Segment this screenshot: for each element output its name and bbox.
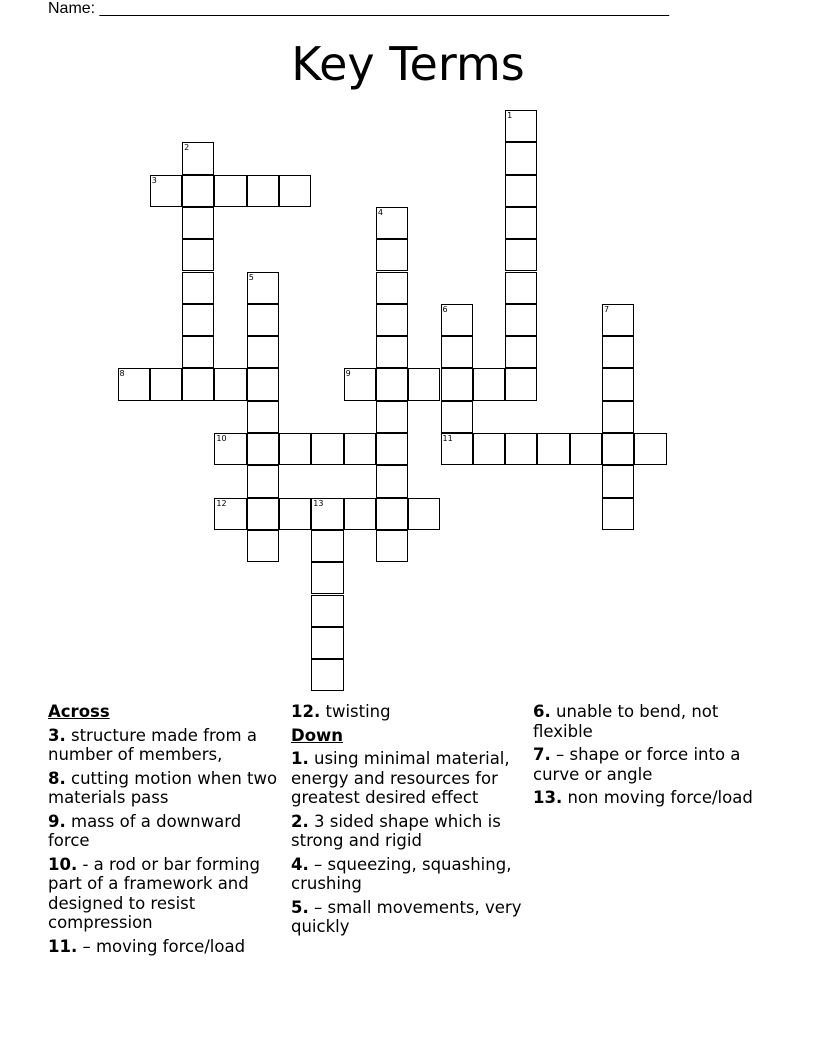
grid-cell[interactable] <box>150 175 182 207</box>
grid-cell[interactable] <box>376 498 408 530</box>
grid-cell[interactable] <box>408 498 440 530</box>
grid-cell[interactable] <box>247 433 279 465</box>
grid-cell[interactable] <box>408 368 440 400</box>
grid-cell[interactable] <box>182 142 214 174</box>
grid-cell[interactable] <box>247 304 279 336</box>
grid-cell[interactable] <box>441 433 473 465</box>
across-clue-11: 11. – moving force/load <box>48 936 246 956</box>
grid-cell[interactable] <box>182 239 214 271</box>
grid-cell[interactable] <box>214 368 246 400</box>
cell-number: 2 <box>184 143 190 153</box>
grid-cell[interactable] <box>376 433 408 465</box>
clues-column-1 <box>48 702 280 960</box>
grid-cell[interactable] <box>505 272 537 304</box>
down-clue-5: 5. – small movements, very quickly <box>291 897 522 936</box>
grid-cell[interactable] <box>247 272 279 304</box>
grid-cell[interactable] <box>311 498 343 530</box>
cell-number: 1 <box>507 111 513 120</box>
cell-number: 10 <box>216 434 227 443</box>
grid-cell[interactable] <box>311 562 343 594</box>
grid-cell[interactable] <box>376 272 408 304</box>
grid-cell[interactable] <box>311 433 343 465</box>
cell-number: 13 <box>313 498 324 508</box>
grid-cell[interactable] <box>570 433 602 465</box>
grid-cell[interactable] <box>344 433 376 465</box>
clues-column-3 <box>533 702 765 812</box>
grid-cell[interactable] <box>247 401 279 433</box>
grid-cell[interactable] <box>344 368 376 400</box>
cell-number: 6 <box>442 304 448 314</box>
grid-cell[interactable] <box>279 433 311 465</box>
grid-cell[interactable] <box>182 175 214 207</box>
across-heading: Across <box>48 702 110 721</box>
grid-cell[interactable] <box>537 433 569 465</box>
grid-cell[interactable] <box>505 336 537 368</box>
grid-cell[interactable] <box>441 368 473 400</box>
grid-cell[interactable] <box>150 368 182 400</box>
page-title: Key Terms <box>291 37 525 91</box>
cell-number: 4 <box>377 207 383 217</box>
grid-cell[interactable] <box>182 336 214 368</box>
grid-cell[interactable] <box>311 627 343 659</box>
grid-cell[interactable] <box>505 207 537 239</box>
grid-cell[interactable] <box>247 498 279 530</box>
grid-cell[interactable] <box>634 433 666 465</box>
grid-cell[interactable] <box>505 239 537 271</box>
grid-cell[interactable] <box>214 175 246 207</box>
down-clue-1: 1. using minimal material, energy and resources for greatest desired effect <box>291 749 510 807</box>
grid-cell[interactable] <box>441 336 473 368</box>
grid-cell[interactable] <box>279 498 311 530</box>
grid-cell[interactable] <box>311 595 343 627</box>
grid-cell[interactable] <box>247 175 279 207</box>
cell-number: 7 <box>604 304 610 314</box>
grid-cell[interactable] <box>247 336 279 368</box>
cell-number: 9 <box>345 369 351 379</box>
grid-cell[interactable] <box>602 498 634 530</box>
grid-cell[interactable] <box>182 368 214 400</box>
grid-cell[interactable] <box>247 368 279 400</box>
grid-cell[interactable] <box>505 433 537 465</box>
grid-cell[interactable] <box>602 336 634 368</box>
across-clue-8: 8. cutting motion when two materials pass <box>48 768 278 807</box>
down-clue-7: 7. – shape or force into a curve or angle <box>533 745 741 784</box>
grid-cell[interactable] <box>279 175 311 207</box>
grid-cell[interactable] <box>376 530 408 562</box>
grid-cell[interactable] <box>376 401 408 433</box>
grid-cell[interactable] <box>376 336 408 368</box>
grid-cell[interactable] <box>602 401 634 433</box>
cell-number: 5 <box>248 272 254 282</box>
across-clue-3: 3. structure made from a number of members, <box>48 725 257 764</box>
grid-cell[interactable] <box>182 272 214 304</box>
grid-cell[interactable] <box>602 465 634 497</box>
grid-cell[interactable] <box>311 530 343 562</box>
down-heading: Down <box>291 725 344 745</box>
grid-cell[interactable] <box>602 304 634 336</box>
down-clue-6: 6. unable to bend, not flexible <box>533 702 719 741</box>
grid-cell[interactable] <box>473 433 505 465</box>
grid-cell[interactable] <box>214 498 246 530</box>
cell-number: 11 <box>442 434 453 443</box>
down-clue-13: 13. non moving force/load <box>533 788 753 807</box>
grid-cell[interactable] <box>441 304 473 336</box>
across-clue-10: 10. - a rod or bar forming part of a framework and designed to resist compression <box>48 854 260 932</box>
grid-cell[interactable] <box>376 207 408 239</box>
grid-cell[interactable] <box>505 110 537 142</box>
grid-cell[interactable] <box>247 530 279 562</box>
down-clue-2: 2. 3 sided shape which is strong and rigid <box>291 811 501 850</box>
grid-cell[interactable] <box>182 304 214 336</box>
grid-cell[interactable] <box>376 304 408 336</box>
grid-cell[interactable] <box>602 433 634 465</box>
across-clue-12: 12. twisting <box>291 702 391 721</box>
grid-cell[interactable] <box>505 368 537 400</box>
cell-number: 3 <box>151 175 157 185</box>
grid-cell[interactable] <box>376 465 408 497</box>
grid-cell[interactable] <box>473 368 505 400</box>
grid-cell[interactable] <box>214 433 246 465</box>
grid-cell[interactable] <box>505 304 537 336</box>
down-clue-4: 4. – squeezing, squashing, crushing <box>291 854 512 893</box>
grid-cell[interactable] <box>376 368 408 400</box>
grid-cell[interactable] <box>441 401 473 433</box>
grid-cell[interactable] <box>344 498 376 530</box>
name-field[interactable]: Name: ________________________________________________________________ <box>48 0 670 17</box>
grid-cell[interactable] <box>311 659 343 691</box>
grid-cell[interactable] <box>247 465 279 497</box>
grid-cell[interactable] <box>182 207 214 239</box>
cell-number: 8 <box>119 369 125 379</box>
grid-cell[interactable] <box>505 175 537 207</box>
across-clue-9: 9. mass of a downward force <box>48 811 242 850</box>
clues-column-2 <box>291 702 523 941</box>
grid-cell[interactable] <box>376 239 408 271</box>
grid-cell[interactable] <box>118 368 150 400</box>
grid-cell[interactable] <box>602 368 634 400</box>
cell-number: 12 <box>216 498 227 508</box>
grid-cell[interactable] <box>505 142 537 174</box>
